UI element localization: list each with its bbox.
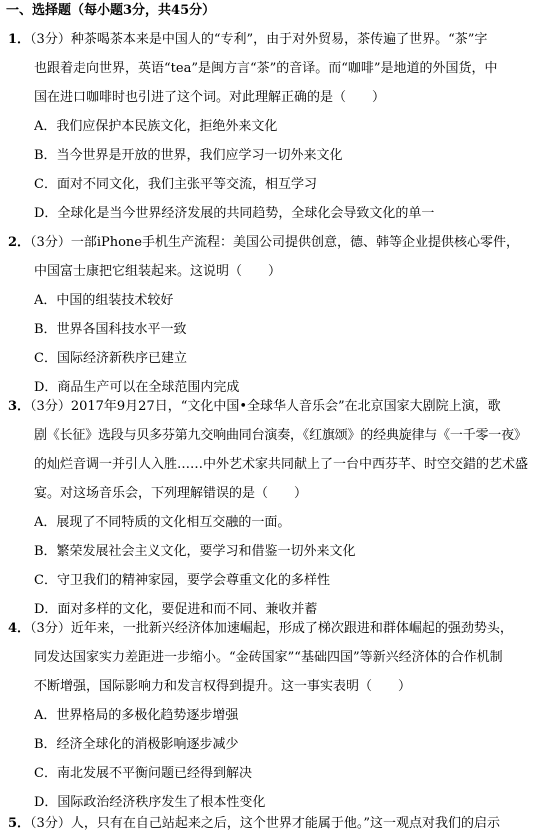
question-3-line-3: 的灿烂音调一并引人入胜……中外艺术家共同献上了一台中西芬芊、时空交錯的艺术盛 xyxy=(34,457,529,472)
question-2-line-2: 中国富士康把它组装起来。这说明（ ） xyxy=(34,264,282,279)
question-2-option-d: D．商品生产可以在全球范围内完成 xyxy=(34,380,240,395)
question-1-line-1 xyxy=(8,29,540,51)
question-4-option-b: B．经济全球化的消极影响逐步减少 xyxy=(34,737,239,752)
question-3-line-2: 剧《长征》选段与贝多芬第九交响曲同台演奏，《红旗颂》的经典旋律与《一千零一夜》 xyxy=(34,428,527,443)
question-2-text: （3分）一部iPhone手机生产流程：美国公司提供创意，德、韩等企业提供核心零件， xyxy=(30,235,519,250)
section-title: 一、选择题（每小题3分，共45分） xyxy=(6,3,216,18)
question-2-line-1 xyxy=(8,232,540,254)
question-3-option-d: D．面对多样的文化，要促进和而不同、兼收并蓄 xyxy=(34,602,318,617)
question-1-option-a: A．我们应保护本民族文化，拒绝外来文化 xyxy=(34,119,278,134)
question-2-number: 2． xyxy=(8,235,31,250)
question-2-option-c: C．国际经济新秩序已建立 xyxy=(34,351,187,366)
question-4-option-c: C．南北发展不平衡问题已经得到解决 xyxy=(34,766,252,781)
question-3-option-c: C．守卫我们的精神家园，要学会尊重文化的多样性 xyxy=(34,573,330,588)
question-3-line-4: 宴。对这场音乐会，下列理解错误的是（ ） xyxy=(34,486,308,501)
question-3-option-b: B．繁荣发展社会主义文化，要学习和借鉴一切外来文化 xyxy=(34,544,356,559)
question-1-option-b: B．当今世界是开放的世界，我们应学习一切外来文化 xyxy=(34,148,343,163)
question-1-option-d: D．全球化是当今世界经济发展的共同趋势，全球化会导致文化的单一 xyxy=(34,206,435,221)
question-4-number: 4． xyxy=(8,621,31,636)
question-4-option-d: D．国际政治经济秩序发生了根本性变化 xyxy=(34,795,266,810)
question-1-number: 1． xyxy=(8,32,31,47)
question-1-line-2: 也跟着走向世界，英语“tea”是闽方言“茶”的音译。而“咖啡”是地道的外国货，中 xyxy=(34,61,498,76)
question-5-text: （3分）人，只有在自己站起来之后，这个世界才能属于他。”这一观点对我们的启示 xyxy=(30,816,500,831)
question-2-option-a: A．中国的组装技术较好 xyxy=(34,293,174,308)
question-4-option-a: A．世界格局的多极化趋势逐步增强 xyxy=(34,708,239,723)
question-3-number: 3． xyxy=(8,399,31,414)
question-1-line-3: 国在进口咖啡时也引进了这个词。对此理解正确的是（ ） xyxy=(34,90,386,105)
question-3-line-1 xyxy=(8,396,540,418)
question-2-option-b: B．世界各国科技水平一致 xyxy=(34,322,187,337)
question-4-line-2: 同发达国家实力差距进一步缩小。“金砖国家”“基础四国”等新兴经济体的合作机制 xyxy=(34,650,503,665)
question-3-option-a: A．展现了不同特质的文化相互交融的一面。 xyxy=(34,515,291,530)
question-4-text: （3分）近年来，一批新兴经济体加速崛起，形成了梯次跟进和群体崛起的强劲势头， xyxy=(30,621,513,636)
question-5-line-1 xyxy=(8,813,540,835)
question-4-line-1 xyxy=(8,618,540,640)
question-3-text: （3分）2017年9月27日，“文化中国•全球华人音乐会”在北京国家大剧院上演，歌 xyxy=(30,399,501,414)
question-4-line-3: 不断增强，国际影响力和发言权得到提升。这一事实表明（ ） xyxy=(34,679,412,694)
question-1-text: （3分）种茶喝茶本来是中国人的“专利”，由于对外贸易，茶传遍了世界。“茶”字 xyxy=(30,32,488,47)
question-1-option-c: C．面对不同文化，我们主张平等交流，相互学习 xyxy=(34,177,317,192)
question-5-number: 5． xyxy=(8,816,31,831)
